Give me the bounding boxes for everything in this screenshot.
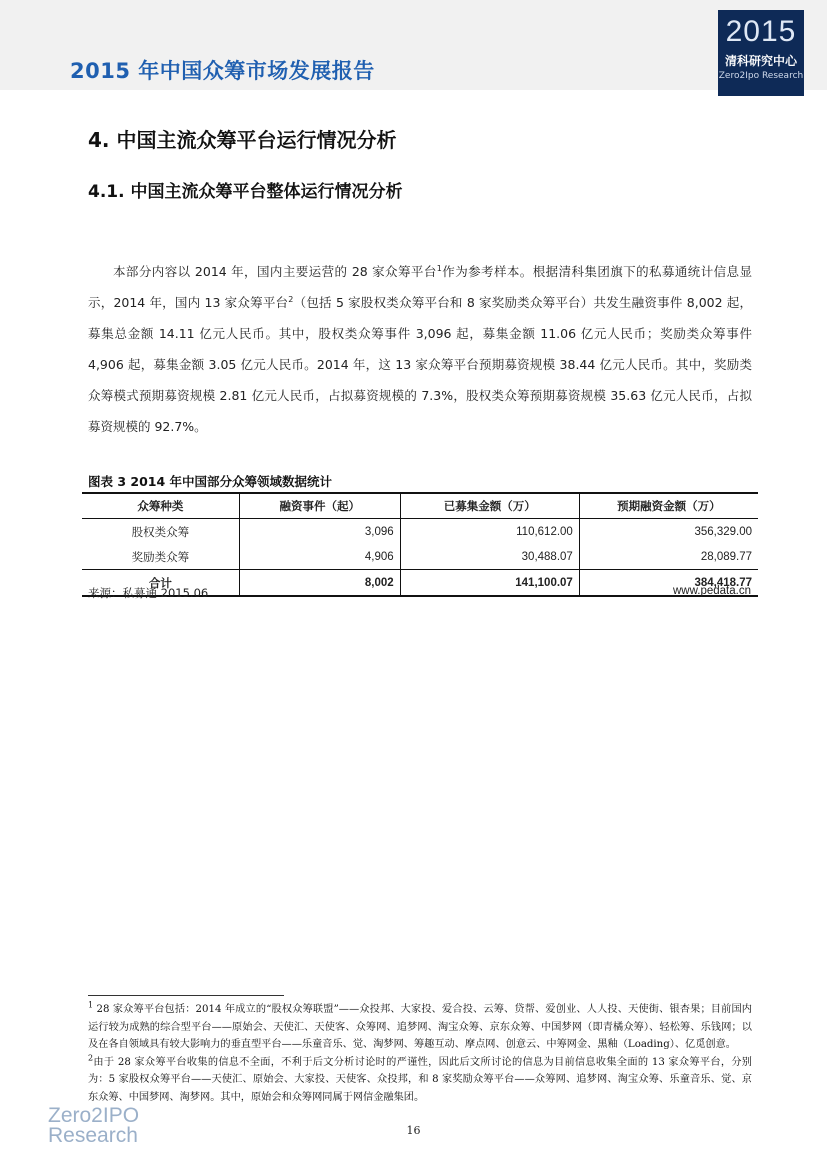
logo-cn-name: 清科研究中心 (724, 54, 797, 68)
row-reward-events: 4,906 (239, 544, 400, 570)
table-row (82, 519, 758, 545)
row-reward-raised: 30,488.07 (400, 544, 579, 570)
header-type: 众筹种类 (82, 493, 239, 519)
footnote-divider (88, 995, 284, 996)
total-events: 8,002 (239, 570, 400, 597)
row-equity-expected: 356,329.00 (579, 519, 758, 545)
header-events: 融资事件（起） (239, 493, 400, 519)
footer-logo-line-1: Zero2IPO (48, 1104, 140, 1127)
footnote-1-mark: 1 (88, 1000, 94, 1010)
row-reward-type: 奖励类众筹 (131, 551, 190, 564)
row-equity-events: 3,096 (239, 519, 400, 545)
logo-year: 2015 (725, 15, 797, 48)
total-expected: 384,418.77 (579, 570, 758, 597)
subsection-heading: 4.1. 中国主流众筹平台整体运行情况分析 (88, 182, 403, 202)
total-raised: 141,100.07 (400, 570, 579, 597)
footnote-2-text: 由于 28 家众筹平台收集的信息不全面，不利于后文分析讨论时的严谨性，因此后文所讨论的信息为目前信息收集全面的 13 家众筹平台，分别为：5 家股权众筹平台——天使汇、原始会、大家投、天使客、众投邦，和 8 家奖励众筹平台——众筹网、追梦网、淘宝众筹、乐童音乐、觉、京东众筹、中国梦网、淘梦网。其中，原始会和众筹网同属于网信金融集团。 (88, 1056, 752, 1103)
figure-caption: 图表 3 2014 年中国部分众筹领域数据统计 (88, 474, 333, 489)
row-equity-raised: 110,612.00 (400, 519, 579, 545)
paragraph-part-2: 作为参考样本。根据清科集团旗下的私募通统计信息显示，2014 年，国内 13 家众筹平台 (88, 264, 752, 310)
footnote-1-text: 28 家众筹平台包括：2014 年成立的“股权众筹联盟”——众投邦、大家投、爱合投、云筹、贷帮、爱创业、人人投、天使街、银杏果；目前国内运行较为成熟的综合型平台——原始会、天使汇、天使客、众筹网、追梦网、淘宝众筹、京东众筹、中国梦网（即青橘众筹）、轻松筹、乐钱网；以及在各自领域具有较大影响力的垂直型平台——乐童音乐、觉、淘梦网、筹趣互动、摩点网、创意云、中筹网金、黑釉（Loading）、亿觅创意。 (88, 1004, 752, 1050)
total-label: 合计 (82, 570, 239, 597)
footnote-ref-1[interactable]: 1 (436, 263, 442, 273)
paragraph-part-3: （包括 5 家股权类众筹平台和 8 家奖励类众筹平台）共发生融资事件 8,002 起，募集总金额 14.11 亿元人民币。其中，股权类众筹事件 3,096 起，募集金额 11.06 亿元人民币；奖励类众筹事件 4,906 起，募集金额 3.05 亿元人民币。2014 年，这 13 家众筹平台预期募资规模 38.44 亿元人民币。其中，奖励类众筹模式预期募资规模 2.81 亿元人民币，占拟募资规模的 7.3%，股权类众筹预期募资规模 35.63 亿元人民币，占拟募资规模的 92.7%。 (88, 295, 752, 434)
footnote-2 (88, 1054, 752, 1107)
header-expected: 预期融资金额（万） (579, 493, 758, 519)
crowdfunding-table (82, 492, 758, 597)
body-paragraph (88, 256, 752, 442)
footer-logo-line-2: Research (48, 1124, 138, 1147)
header-raised: 已募集金额（万） (400, 493, 579, 519)
source-url[interactable]: www.pedata.cn (673, 585, 751, 597)
footnote-ref-2[interactable]: 2 (288, 294, 294, 304)
row-equity-type: 股权类众筹 (131, 526, 190, 539)
report-title: 2015 年中国众筹市场发展报告 (70, 59, 375, 83)
footnote-2-mark: 2 (88, 1053, 94, 1063)
logo-en-name: Zero2Ipo Research (718, 71, 804, 81)
source-note: 来源：私募通 2015.06 (88, 586, 209, 600)
table-header-row (82, 493, 758, 519)
zero2ipo-logo (718, 10, 804, 96)
section-heading: 4. 中国主流众筹平台运行情况分析 (88, 128, 397, 152)
page-number: 16 (406, 1124, 421, 1137)
footnote-1 (88, 1001, 752, 1054)
paragraph-part-1: 本部分内容以 2014 年，国内主要运营的 28 家众筹平台 (113, 264, 437, 279)
footnotes (88, 1001, 752, 1106)
row-reward-expected: 28,089.77 (579, 544, 758, 570)
table-row (82, 544, 758, 570)
